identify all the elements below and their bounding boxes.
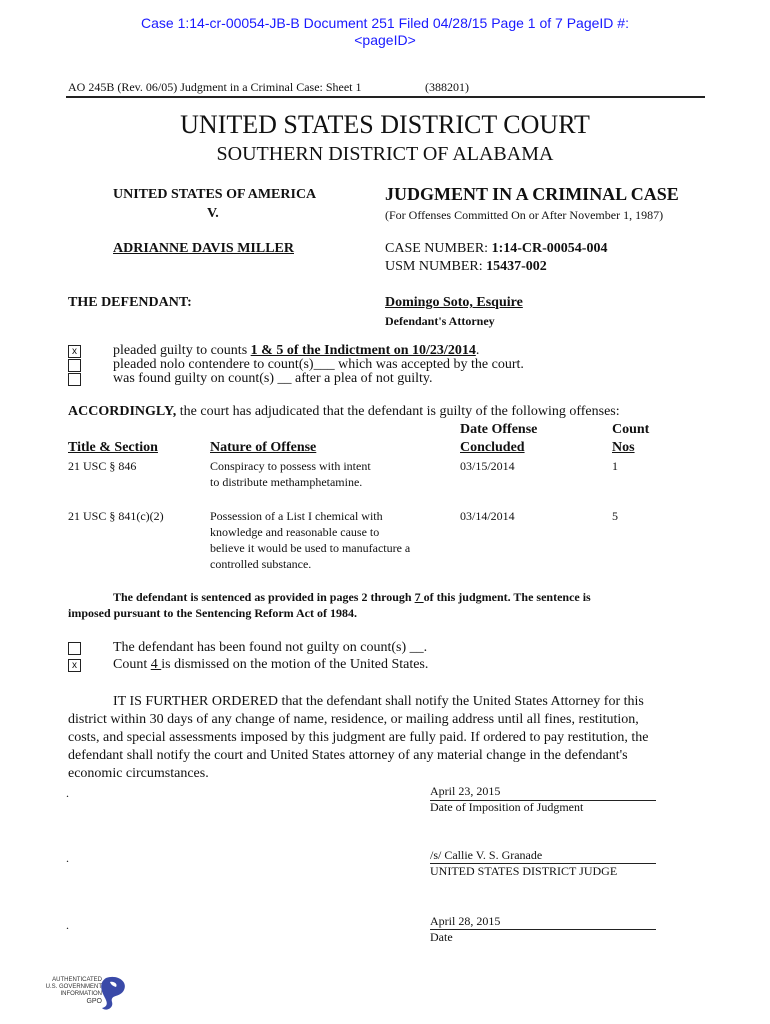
case-number <box>385 241 607 257</box>
imposition-date: April 23, 2015 <box>430 784 501 798</box>
versus: V. <box>207 206 219 221</box>
case-header-line: Case 1:14-cr-00054-JB-B Document 251 Filed 04/28/15 Page 1 of 7 PageID #: <box>141 15 629 31</box>
further-ordered-line3: costs, and special assessments imposed by this judgment are fully paid. If ordered to pay restitution, the <box>68 730 649 745</box>
header-count-top: Count <box>612 422 650 437</box>
plea-found-guilty-text: was found guilty on count(s) __ after a plea of not guilty. <box>113 371 433 386</box>
plea-guilty-post: . <box>475 343 480 358</box>
offense-1-title: 21 USC § 846 <box>68 459 137 473</box>
offense-2-count: 5 <box>612 509 618 523</box>
sentence-line2: imposed pursuant to the Sentencing Reform Act of 1984. <box>68 606 357 620</box>
signing-date-label: Date <box>430 930 453 944</box>
dismissed-post: is dismissed on the motion of the United States. <box>161 657 429 672</box>
header-nature: Nature of Offense <box>210 440 317 455</box>
dismissed-checkbox: x <box>68 659 81 672</box>
further-ordered-line1: IT IS FURTHER ORDERED that the defendant shall notify the United States Attorney for this <box>113 694 644 709</box>
header-title-section: Title & Section <box>68 440 158 455</box>
imposition-date-label: Date of Imposition of Judgment <box>430 800 584 814</box>
signing-date: April 28, 2015 <box>430 914 501 928</box>
offense-2-date: 03/14/2014 <box>460 509 515 523</box>
offense-2-title: 21 USC § 841(c)(2) <box>68 509 164 523</box>
offense-1-nature-line1: Conspiracy to possess with intent <box>210 459 371 473</box>
gpo-text-line1: AUTHENTICATED <box>52 977 102 983</box>
accordingly-lead: ACCORDINGLY, <box>68 404 177 419</box>
plea-found-guilty-checkbox <box>68 373 81 386</box>
offense-1-count: 1 <box>612 459 618 473</box>
dismissed-count: 4 <box>150 657 162 672</box>
dismissed-text <box>113 657 428 673</box>
gpo-text-line4: GPO <box>86 998 102 1005</box>
offense-2-nature-line1: Possession of a List I chemical with <box>210 509 383 523</box>
gpo-logo-text <box>40 977 102 1005</box>
sentence-post: of this judgment. The sentence is <box>423 590 591 604</box>
offense-1-nature-line2: to distribute methamphetamine. <box>210 475 363 489</box>
plaintiff-name: UNITED STATES OF AMERICA <box>113 187 317 202</box>
further-ordered-line2: district within 30 days of any change of name, residence, or mailing address until all fines, restitution, <box>68 712 639 727</box>
accordingly-text: the court has adjudicated that the defendant is guilty of the following offenses: <box>176 404 620 419</box>
header-rule <box>66 96 705 98</box>
plea-guilty-counts: 1 & 5 of the Indictment on 10/23/2014 <box>250 343 476 358</box>
judge-signature: /s/ Callie V. S. Granade <box>430 848 543 862</box>
not-guilty-text: The defendant has been found not guilty on count(s) __. <box>113 640 428 655</box>
form-id: AO 245B (Rev. 06/05) Judgment in a Criminal Case: Sheet 1 <box>68 80 362 94</box>
sentence-pre: The defendant is sentenced as provided in pages 2 through <box>113 590 415 604</box>
judgment-title: JUDGMENT IN A CRIMINAL CASE <box>385 184 679 204</box>
usm-number-value: 15437-002 <box>486 259 547 274</box>
sig-dot-3: . <box>66 918 69 932</box>
attorney-name: Domingo Soto, Esquire <box>385 295 523 310</box>
usm-number <box>385 259 547 275</box>
signing-date-line <box>430 929 656 930</box>
plea-nolo-checkbox <box>68 359 81 372</box>
sentence-line1 <box>113 590 591 605</box>
plea-guilty-checkbox: x <box>68 345 81 358</box>
plea-guilty-pre: pleaded guilty to counts <box>113 343 251 358</box>
sig-dot-1: . <box>66 786 69 800</box>
court-district: SOUTHERN DISTRICT OF ALABAMA <box>216 143 554 165</box>
usm-number-label: USM NUMBER: <box>385 259 483 274</box>
offense-2-nature-line3: believe it would be used to manufacture a <box>210 541 411 555</box>
header-count-bottom: Nos <box>612 440 635 455</box>
dismissed-pre: Count <box>113 657 151 672</box>
header-date-bottom: Concluded <box>460 440 525 455</box>
case-number-value: 1:14-CR-00054-004 <box>491 241 608 256</box>
gpo-text-line2: U.S. GOVERNMENT <box>45 984 102 990</box>
sig-dot-2: . <box>66 851 69 865</box>
offense-2-nature-line2: knowledge and reasonable cause to <box>210 525 380 539</box>
header-date-top: Date Offense <box>460 422 538 437</box>
offense-2-nature-line4: controlled substance. <box>210 557 312 571</box>
gpo-authentication-logo <box>40 972 130 1014</box>
further-ordered-line4: defendant shall notify the court and United States attorney of any material change in the defendant's <box>68 748 628 763</box>
defendant-name: ADRIANNE DAVIS MILLER <box>113 241 294 256</box>
further-ordered-line5: economic circumstances. <box>68 766 209 781</box>
case-number-label: CASE NUMBER: <box>385 241 489 256</box>
not-guilty-checkbox <box>68 642 81 655</box>
judgment-subtitle: (For Offenses Committed On or After November 1, 1987) <box>385 208 664 222</box>
accordingly-statement <box>68 404 620 420</box>
judge-title: UNITED STATES DISTRICT JUDGE <box>430 864 618 878</box>
offense-1-date: 03/15/2014 <box>460 459 515 473</box>
plea-nolo-text: pleaded nolo contendere to count(s)___ which was accepted by the court. <box>113 357 524 372</box>
gpo-text-line3: INFORMATION <box>60 991 102 997</box>
attorney-label: Defendant's Attorney <box>385 314 495 328</box>
sentence-pages: 7 <box>414 590 424 604</box>
doc-number: (388201) <box>425 80 469 94</box>
court-title: UNITED STATES DISTRICT COURT <box>180 110 590 139</box>
page-id-placeholder: <pageID> <box>354 32 416 48</box>
defendant-label: THE DEFENDANT: <box>68 295 192 310</box>
